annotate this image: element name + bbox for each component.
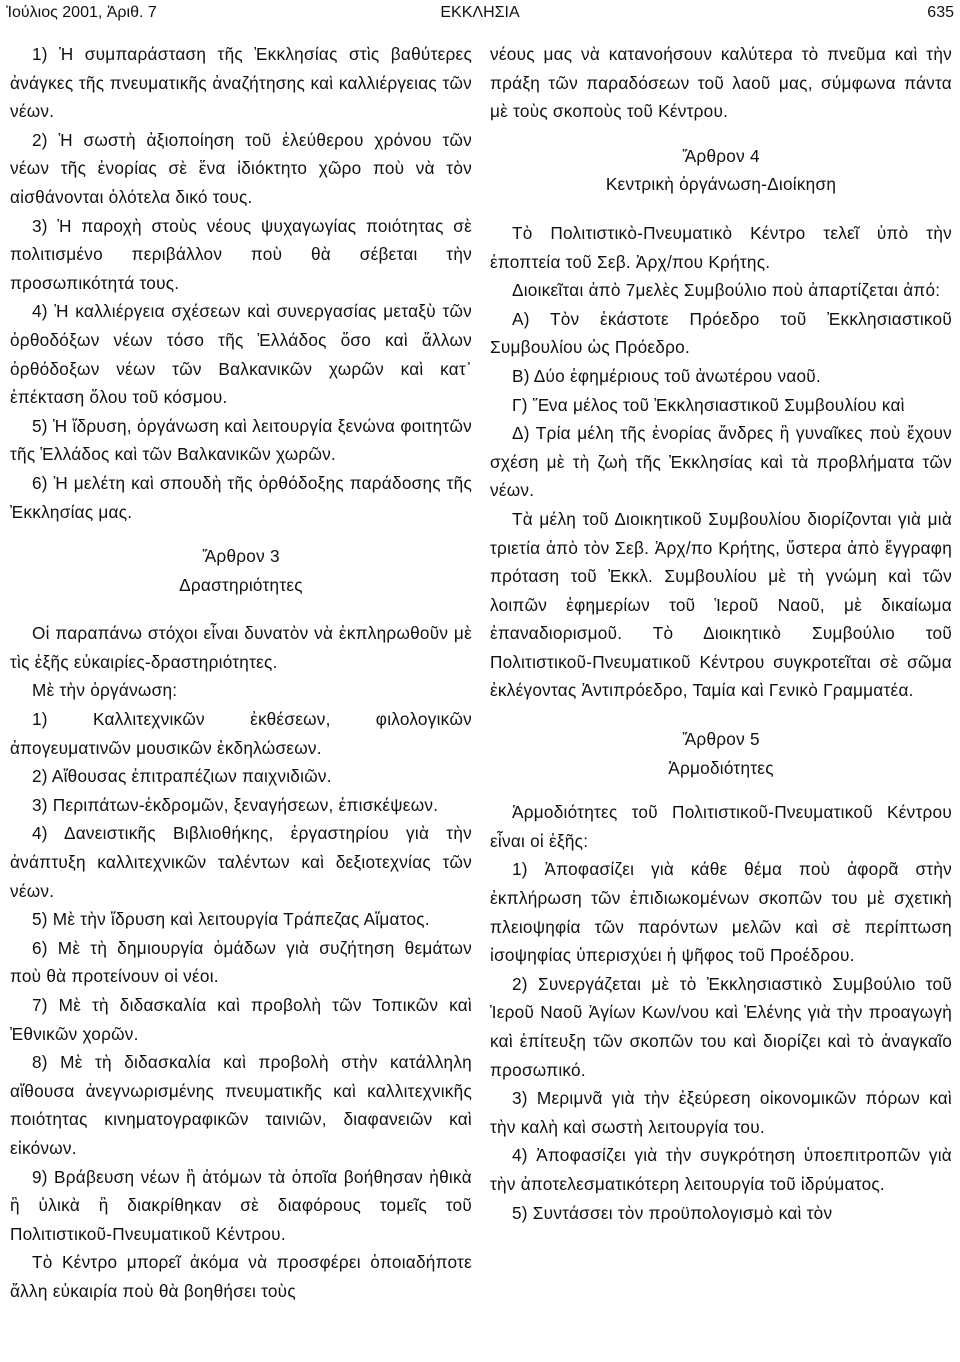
- list-item: 5) Συντάσσει τὸν προϋπολογισμὸ καὶ τὸν: [512, 1202, 833, 1223]
- running-header: [0, 0, 960, 26]
- list-item: 3) Περιπάτων-ἐκδρομῶν, ξεναγήσεων, ἐπισκέψεων.: [32, 794, 439, 815]
- list-item: 1) Καλλιτεχνικῶν ἐκθέσεων, φιλολογικῶν ἀπογευματινῶν μουσικῶν ἐκδηλώσεων.: [10, 709, 472, 758]
- list-item: 2) Αἴθουσας ἐπιτραπέζιων παιχνιδιῶν.: [32, 766, 332, 787]
- paragraph: Γ) Ἕνα μέλος τοῦ Ἐκκλησιαστικοῦ Συμβουλίου καὶ: [512, 394, 905, 415]
- paragraph: Δ) Τρία μέλη τῆς ἐνορίας ἄνδρες ἢ γυναῖκες ποὺ ἔχουν σχέση μὲ τὴ ζωὴ τῆς Ἐκκλησίας καὶ τὰ προβλήματα τῶν νέων.: [490, 423, 952, 501]
- paragraph: Β) Δύο ἐφημέριους τοῦ ἀνωτέρου ναοῦ.: [512, 365, 821, 386]
- article-3-lead: Μὲ τὴν ὀργάνωση:: [32, 680, 178, 701]
- header-journal-title: ΕΚΚΛΗΣΙΑ: [440, 4, 520, 21]
- article-4-title: Ἄρθρον 4: [682, 145, 760, 166]
- list-item: 5) Ἡ ἵδρυση, ὀργάνωση καὶ λειτουργία ξενώνα φοιτητῶν τῆς Ἑλλάδος καὶ τῶν Βαλκανικῶν χωρῶν.: [10, 415, 472, 465]
- article-4-subtitle: Κεντρικὴ ὀργάνωση-Διοίκηση: [605, 174, 837, 195]
- right-column: [490, 40, 952, 1227]
- list-item: 2) Συνεργάζεται μὲ τὸ Ἐκκλησιαστικὸ Συμβούλιο τοῦ Ἱεροῦ Ναοῦ Ἁγίων Κων/νου καὶ Ἑλένης γιὰ τὴν προαγωγὴ καὶ ἐπίτευξη τῶν σκοπῶν του καὶ διορίζει καὶ τὸ ἀναγκαῖο προσωπικό.: [490, 973, 952, 1080]
- list-item: 3) Ἡ παροχὴ στοὺς νέους ψυχαγωγίας ποιότητας σὲ πολιτισμένο περιβάλλον ποὺ θὰ σέβεται τὴν προσωπικότητά τους.: [10, 215, 472, 293]
- article-3-subtitle: Δραστηριότητες: [179, 574, 303, 595]
- paragraph: Τὸ Πολιτιστικὸ-Πνευματικὸ Κέντρο τελεῖ ὑπὸ τὴν ἐποπτεία τοῦ Σεβ. Ἀρχ/που Κρήτης.: [490, 222, 952, 272]
- list-item: 4) Ἡ καλλιέργεια σχέσεων καὶ συνεργασίας μεταξὺ τῶν ὀρθοδόξων νέων τόσο τῆς Ἑλλάδος ὅσο καὶ ἄλλων ὀρθόδοξων νέων τῶν Βαλκανικῶν χωρῶν καὶ κατ᾿ ἐπέκταση ὅλου τοῦ κόσμου.: [10, 301, 472, 408]
- list-item: 1) Ἀποφασίζει γιὰ κάθε θέμα ποὺ ἀφορᾶ στὴν ἐκπλήρωση τῶν ἐπιδιωκομένων σκοπῶν του μὲ σχετικὴ πλειοψηφία τῶν παρόντων μελῶν καὶ σὲ περίπτωση ἰσοψηφίας ὑπερισχύει ἡ ψῆφος τοῦ Προέδρου.: [490, 859, 952, 966]
- article-3-closing: Τὸ Κέντρο μπορεῖ ἀκόμα νὰ προσφέρει ὁποιαδήποτε ἄλλη εὐκαιρία ποὺ θὰ βοηθήσει τοὺς: [10, 1252, 472, 1301]
- paragraph: Διοικεῖται ἀπὸ 7μελὲς Συμβούλιο ποὺ ἀπαρτίζεται ἀπό:: [512, 280, 941, 301]
- list-item: 5) Μὲ τὴν ἵδρυση καὶ λειτουργία Τράπεζας Αἵματος.: [32, 909, 430, 930]
- list-item: 2) Ἡ σωστὴ ἀξιοποίηση τοῦ ἐλεύθερου χρόνου τῶν νέων τῆς ἐνορίας σὲ ἕνα ἰδιόκτητο χῶρο ποὺ νὰ τὸν αἰσθάνονται ὁλότελα δικό τους.: [10, 129, 472, 207]
- article-3-intro: Οἱ παραπάνω στόχοι εἶναι δυνατὸν νὰ ἐκπληρωθοῦν μὲ τὶς ἑξῆς εὐκαιρίες-δραστηριότητες.: [10, 623, 472, 672]
- list-item: 7) Μὲ τὴ διδασκαλία καὶ προβολὴ τῶν Τοπικῶν καὶ Ἐθνικῶν χορῶν.: [10, 995, 472, 1044]
- header-page-number: 635: [927, 4, 954, 21]
- paragraph: Τὰ μέλη τοῦ Διοικητικοῦ Συμβουλίου διορίζονται γιὰ μιὰ τριετία ἀπὸ τὸν Σεβ. Ἀρχ/πο Κρήτης, ὕστερα ἀπὸ ἔγγραφη πρόταση τοῦ Ἐκκλ. Συμβουλίου μὲ τὴ γνώμη καὶ τῶν λοιπῶν ἐφημερίων τοῦ Ἱεροῦ Ναοῦ, μὲ δικαίωμα ἐπαναδιορισμοῦ. Τὸ Διοικητικὸ Συμβούλιο τοῦ Πολιτιστικοῦ-Πνευματικοῦ Κέντρου συγκροτεῖται σὲ σῶμα ἐκλέγοντας Ἀντιπρόεδρο, Ταμία καὶ Γενικὸ Γραμματέα.: [490, 508, 952, 701]
- list-item: 9) Βράβευση νέων ἢ ἀτόμων τὰ ὁποῖα βοήθησαν ἠθικὰ ἢ ὑλικὰ ἢ διακρίθηκαν σὲ διαφόρους τομεῖς τοῦ Πολιτιστικοῦ-Πνευματικοῦ Κέντρου.: [10, 1166, 472, 1244]
- list-item: 4) Ἀποφασίζει γιὰ τὴν συγκρότηση ὑποεπιτροπῶν γιὰ τὴν ἀποτελεσματικότερη λειτουργία τοῦ ἱδρύματος.: [490, 1145, 952, 1194]
- continuation-paragraph: νέους μας νὰ κατανοήσουν καλύτερα τὸ πνεῦμα καὶ τὴν πράξη τῶν παραδόσεων τοῦ λαοῦ μας, σύμφωνα πάντα μὲ τοὺς σκοποὺς τοῦ Κέντρου.: [490, 44, 952, 122]
- left-column: [10, 40, 472, 1306]
- list-item: 4) Δανειστικῆς Βιβλιοθήκης, ἐργαστηρίου γιὰ τὴν ἀνάπτυξη καλλιτεχνικῶν ταλέντων καὶ δεξιοτεχνίας τῶν νέων.: [10, 823, 472, 901]
- header-date-issue: Ἰούλιος 2001, Ἀριθ. 7: [6, 4, 157, 21]
- article-5-title: Ἄρθρον 5: [682, 729, 760, 750]
- list-item: 3) Μεριμνᾶ γιὰ τὴν ἐξεύρεση οἰκονομικῶν πόρων καὶ τὴν καλὴ καὶ σωστὴ λειτουργία του.: [490, 1088, 952, 1137]
- list-item: 1) Ἡ συμπαράσταση τῆς Ἐκκλησίας στὶς βαθύτερες ἀνάγκες τῆς πνευματικῆς ἀναζήτησης καὶ καλλιέργειας τῶν νέων.: [10, 44, 472, 122]
- list-item: 8) Μὲ τὴ διδασκαλία καὶ προβολὴ στὴν κατάλληλη αἴθουσα ἀνεγνωρισμένης πνευματικῆς καὶ καλλιτεχνικῆς ποιότητας κινηματογραφικῶν ταινιῶν, διαφανειῶν καὶ εἰκόνων.: [10, 1052, 472, 1158]
- article-5-intro: Ἁρμοδιότητες τοῦ Πολιτιστικοῦ-Πνευματικοῦ Κέντρου εἶναι οἱ ἑξῆς:: [490, 802, 952, 851]
- list-item: 6) Μὲ τὴ δημιουργία ὁμάδων γιὰ συζήτηση θεμάτων ποὺ θὰ προτείνουν οἱ νέοι.: [10, 937, 472, 987]
- article-5-subtitle: Ἁρμοδιότητες: [668, 757, 774, 778]
- article-3-title: Ἄρθρον 3: [202, 546, 280, 567]
- list-item: 6) Ἡ μελέτη καὶ σπουδὴ τῆς ὀρθόδοξης παράδοσης τῆς Ἐκκλησίας μας.: [10, 472, 472, 522]
- paragraph: Α) Τὸν ἑκάστοτε Πρόεδρο τοῦ Ἐκκλησιαστικοῦ Συμβουλίου ὡς Πρόεδρο.: [490, 308, 952, 358]
